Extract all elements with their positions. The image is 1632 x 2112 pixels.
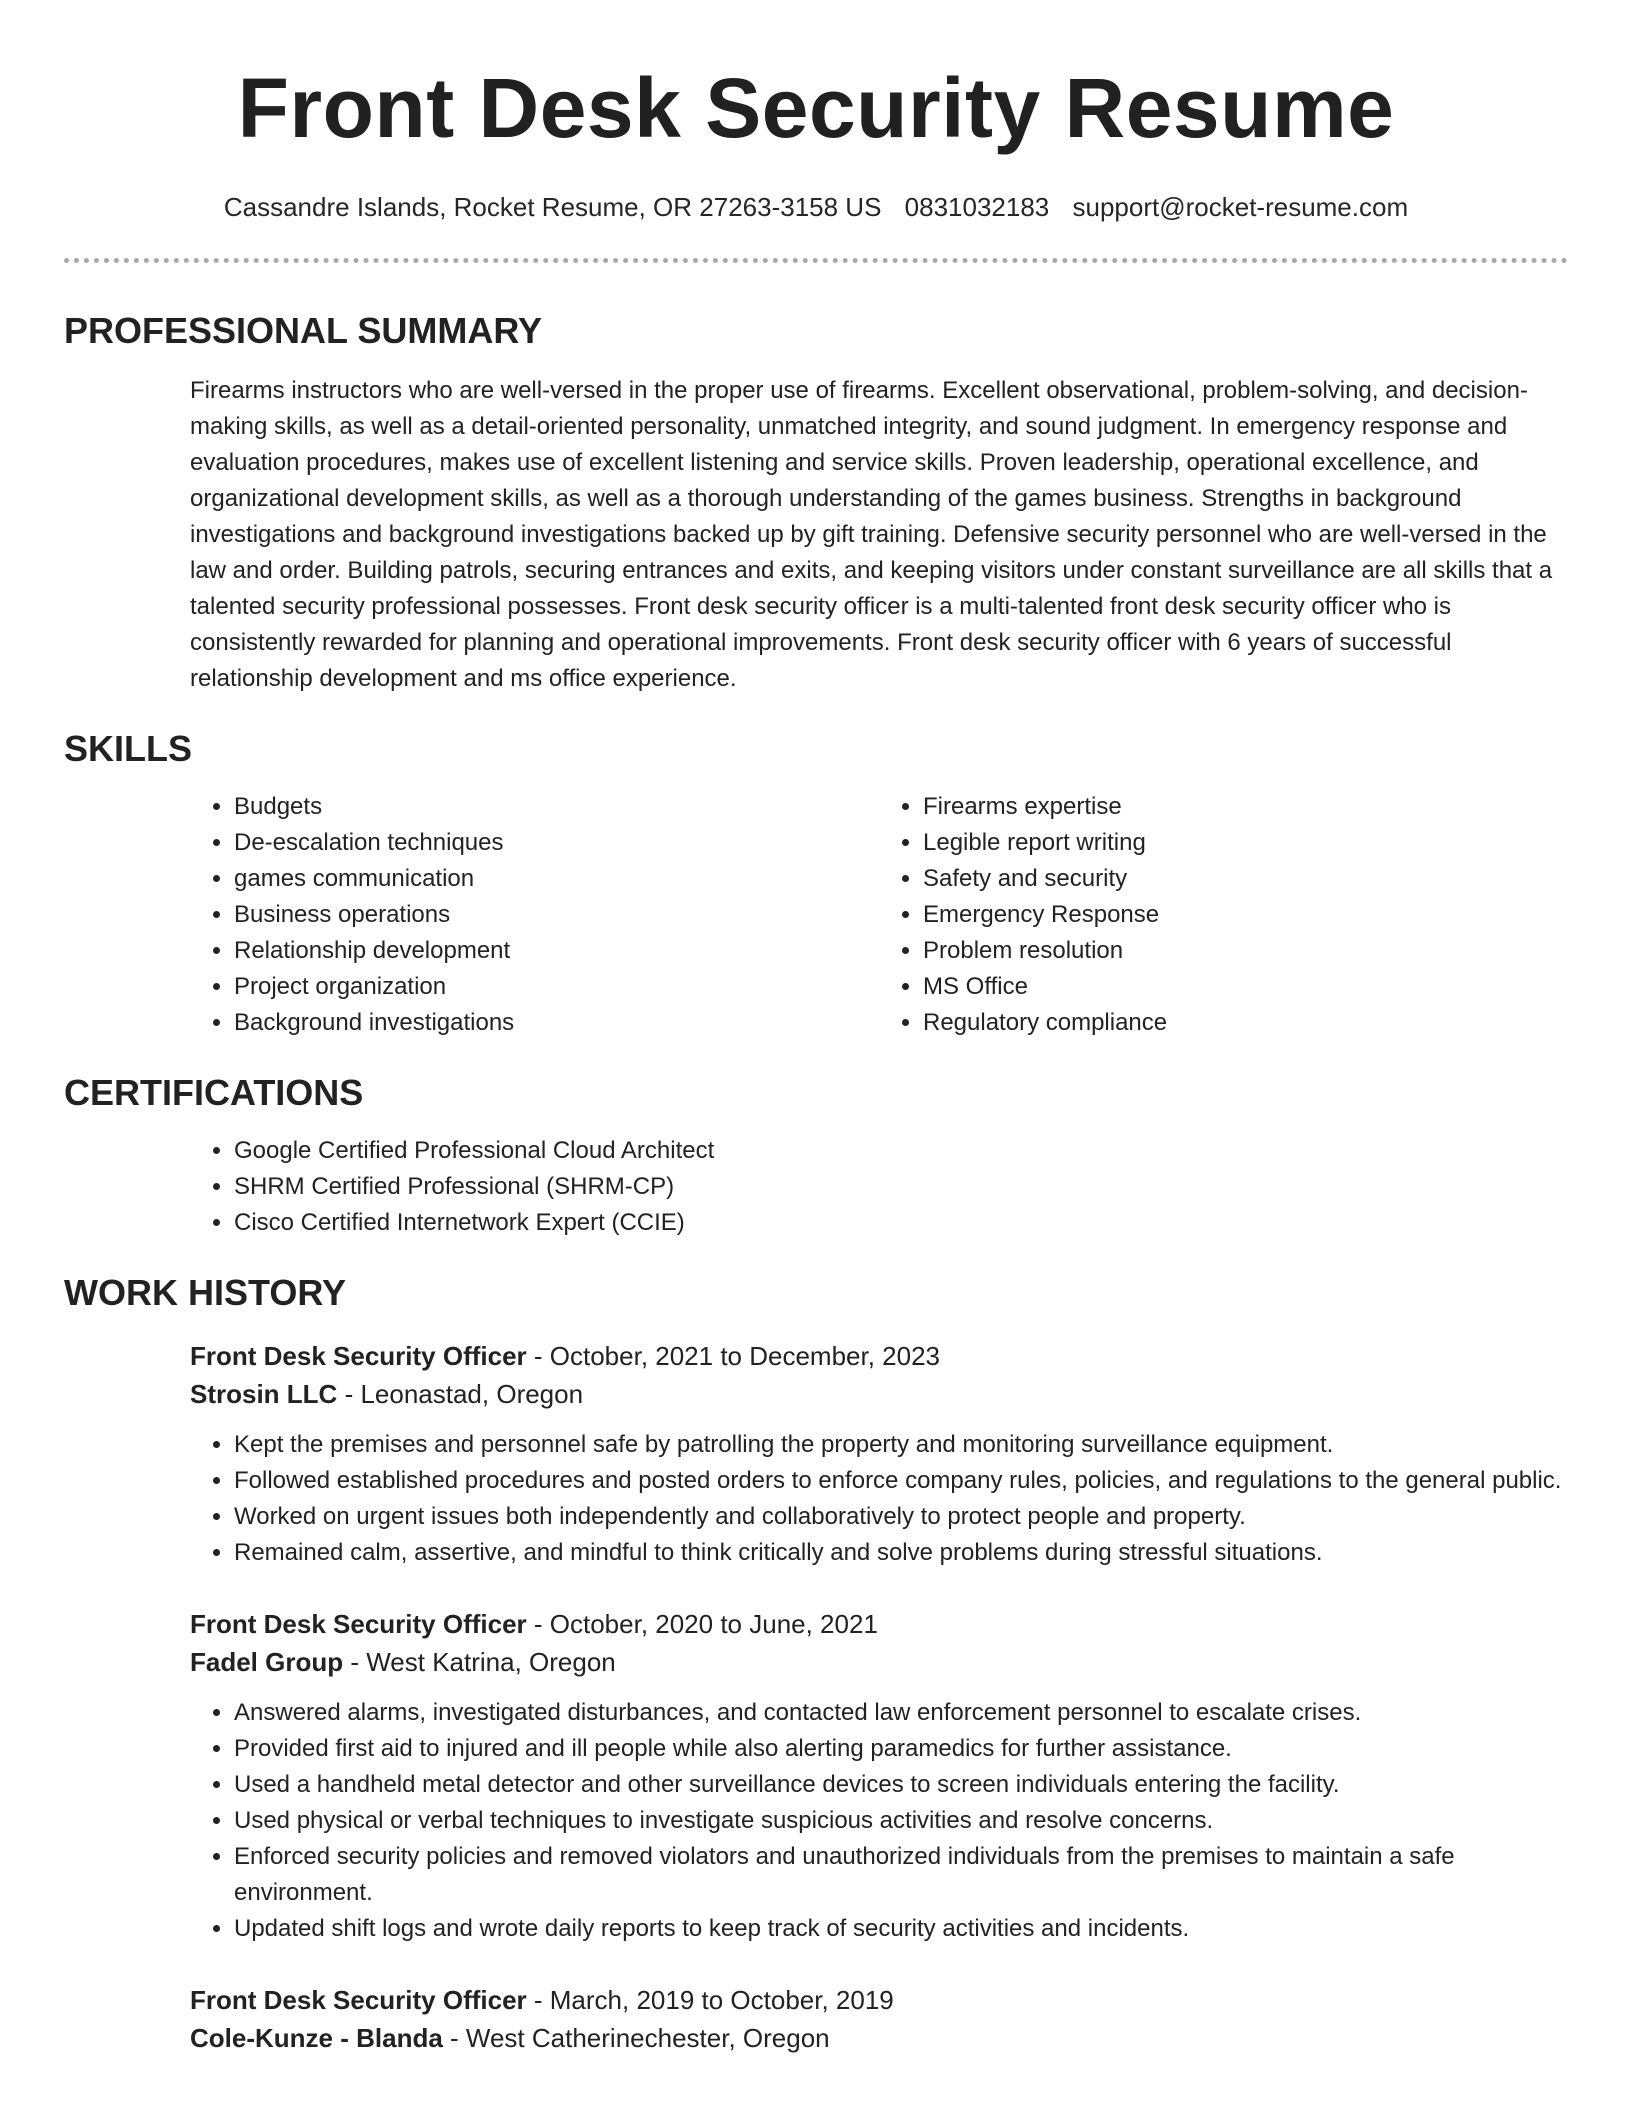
job-company-line [190,1375,1568,1413]
list-item: • Answered alarms, investigated disturbances, and contacted law enforcement personnel to escalate crises. [234,1695,1568,1731]
job-location: - Leonastad, Oregon [337,1379,584,1409]
summary-text: Firearms instructors who are well-versed in the proper use of firearms. Excellent observational, problem-solving, and decision-making skills, as well as a detail-oriented personality, unmatched integrity, and sound judgment. In emergency response and evaluation procedures, makes use of excellent listening and service skills. Proven leadership, operational excellence, and organizational development skills, as well as a thorough understanding of the games business. Strengths in background investigations and background investigations backed up by gift training. Defensive security personnel who are well-versed in the law and order. Building patrols, securing entrances and exits, and keeping visitors under constant surveillance are all skills that a talented security professional possesses. Front desk security officer is a multi-talented front desk security officer who is consistently rewarded for planning and operational improvements. Front desk security officer with 6 years of successful relationship development and ms office experience. [190,377,1553,692]
job-location: - West Katrina, Oregon [343,1647,616,1677]
job-title-line [190,1981,1568,2019]
job-title-line [190,1605,1568,1643]
list-item: • Budgets [234,789,879,825]
jobs-container [64,1337,1568,2057]
job-title: Front Desk Security Officer [190,1341,527,1371]
job-dates: - October, 2021 to December, 2023 [526,1341,941,1371]
contact-line [64,190,1568,224]
job-company-line [190,1643,1568,1681]
list-item: • Cisco Certified Internetwork Expert (CCIE) [234,1205,1568,1241]
job-company: Strosin LLC [190,1379,338,1409]
skills-heading: SKILLS [64,728,193,769]
job-location: - West Catherinechester, Oregon [442,2023,830,2053]
list-item: • Remained calm, assertive, and mindful to think critically and solve problems during stressful situations. [234,1535,1568,1571]
list-item: • Enforced security policies and removed violators and unauthorized individuals from the premises to maintain a safe environment. [234,1839,1568,1911]
job-bullets [190,1427,1568,1571]
list-item: • SHRM Certified Professional (SHRM-CP) [234,1169,1568,1205]
job-title: Front Desk Security Officer [190,1609,527,1639]
list-item: • Background investigations [234,1005,879,1041]
list-item: • Relationship development [234,933,879,969]
skills-columns [190,789,1568,1041]
summary-section [64,309,1568,697]
job-entry [190,1981,1568,2057]
work-history-heading: WORK HISTORY [64,1272,347,1313]
header-divider [64,258,1568,263]
list-item: • Followed established procedures and posted orders to enforce company rules, policies, and regulations to the general public. [234,1463,1568,1499]
skills-list-right [879,789,1568,1041]
contact-email: support@rocket-resume.com [1072,192,1409,222]
list-item: • Used physical or verbal techniques to investigate suspicious activities and resolve concerns. [234,1803,1568,1839]
list-item: • Problem resolution [923,933,1568,969]
resume-title: Front Desk Security Resume [237,61,1395,155]
job-dates: - October, 2020 to June, 2021 [526,1609,878,1639]
list-item: • Safety and security [923,861,1568,897]
job-dates: - March, 2019 to October, 2019 [526,1985,894,2015]
job-entry [190,1337,1568,1571]
list-item: • Provided first aid to injured and ill people while also alerting paramedics for further assistance. [234,1731,1568,1767]
list-item: • Emergency Response [923,897,1568,933]
job-bullets [190,1695,1568,1947]
list-item: • Kept the premises and personnel safe by patrolling the property and monitoring surveillance equipment. [234,1427,1568,1463]
work-history-section [64,1271,1568,2057]
job-title: Front Desk Security Officer [190,1985,527,2015]
certifications-list [190,1133,1568,1241]
job-entry [190,1605,1568,1947]
certifications-section [64,1071,1568,1241]
list-item: • Updated shift logs and wrote daily reports to keep track of security activities and incidents. [234,1911,1568,1947]
skills-list-left [190,789,879,1041]
contact-address: Cassandre Islands, Rocket Resume, OR 27263-3158 US [223,192,882,222]
list-item: • De-escalation techniques [234,825,879,861]
list-item: • Firearms expertise [923,789,1568,825]
list-item: • Project organization [234,969,879,1005]
list-item: • Business operations [234,897,879,933]
contact-phone: 0831032183 [904,192,1050,222]
list-item: • Google Certified Professional Cloud Architect [234,1133,1568,1169]
list-item: • Regulatory compliance [923,1005,1568,1041]
list-item: • Worked on urgent issues both independently and collaboratively to protect people and property. [234,1499,1568,1535]
job-company: Cole-Kunze - Blanda [190,2023,443,2053]
job-company-line [190,2019,1568,2057]
list-item: • MS Office [923,969,1568,1005]
list-item: • games communication [234,861,879,897]
summary-heading: PROFESSIONAL SUMMARY [64,310,543,351]
list-item: • Used a handheld metal detector and other surveillance devices to screen individuals entering the facility. [234,1767,1568,1803]
certifications-heading: CERTIFICATIONS [64,1072,364,1113]
skills-section [64,727,1568,1041]
job-title-line [190,1337,1568,1375]
list-item: • Legible report writing [923,825,1568,861]
job-company: Fadel Group [190,1647,344,1677]
